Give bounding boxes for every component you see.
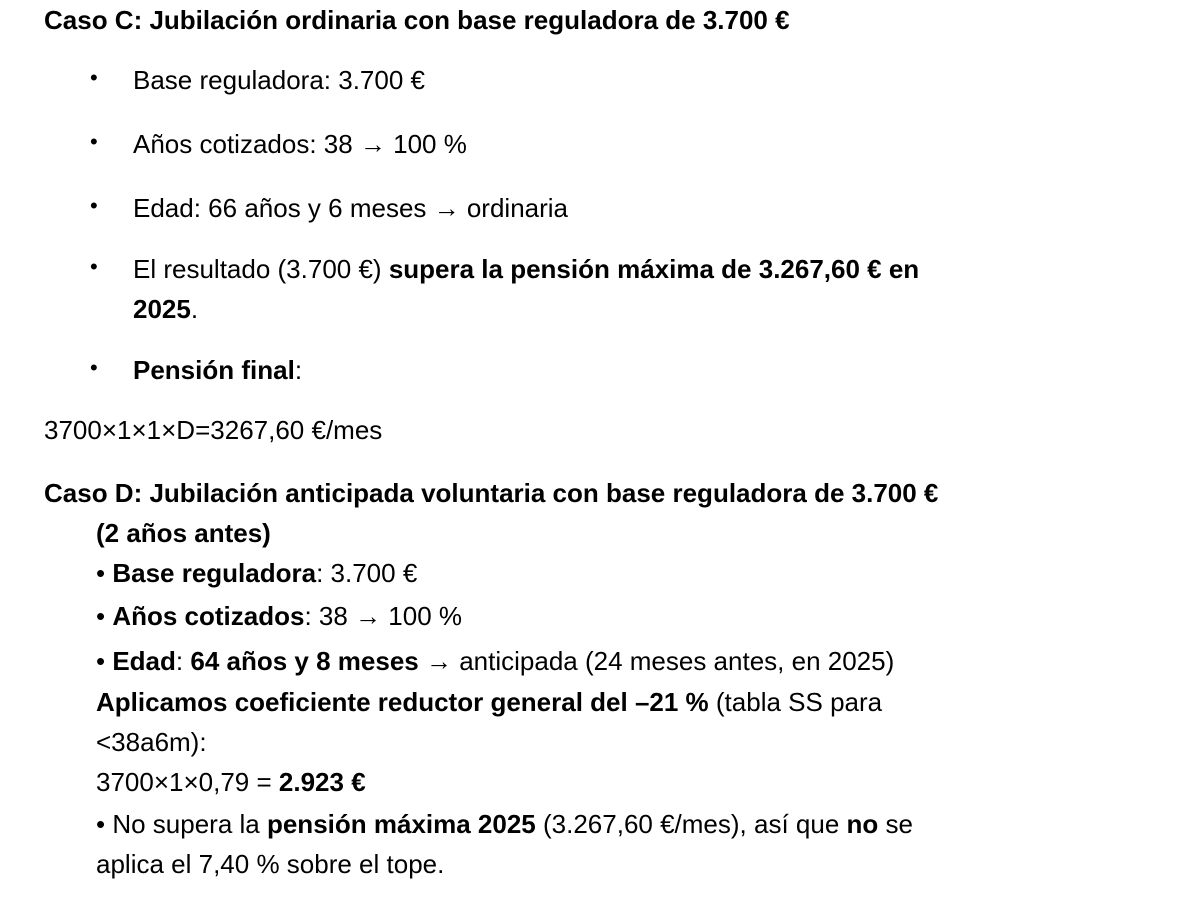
age-value: 64 años y 8 meses bbox=[190, 646, 419, 676]
caso-d-note-cont: aplica el 7,40 % sobre el tope. bbox=[96, 849, 445, 879]
note-bold: pensión máxima 2025 bbox=[266, 809, 536, 839]
caso-d-heading-cont: (2 años antes) bbox=[96, 518, 271, 548]
age-label: Edad bbox=[112, 646, 176, 676]
note-pre: • No supera la bbox=[96, 809, 267, 839]
years-label: Años cotizados bbox=[112, 601, 305, 631]
final-label: Pensión final bbox=[133, 355, 295, 385]
bullet-icon: • bbox=[90, 355, 98, 380]
coef-note: (tabla SS para bbox=[708, 687, 883, 717]
caso-c-heading: Caso C: Jubilación ordinaria con base reguladora de 3.700 € bbox=[44, 5, 790, 35]
caso-c-item-age: Edad: 66 años y 6 meses → ordinaria bbox=[133, 193, 569, 223]
result-bold: supera la pensión máxima de 3.267,60 € en bbox=[388, 254, 920, 284]
caso-d-coef-cont: <38a6m): bbox=[96, 727, 207, 757]
note-post: se bbox=[878, 809, 913, 839]
bullet-icon: • bbox=[90, 193, 98, 218]
base-label: Base reguladora bbox=[112, 558, 317, 588]
caso-c-item-result bbox=[133, 253, 919, 285]
calc-result: 2.923 € bbox=[278, 767, 366, 797]
coef-bold: Aplicamos coeficiente reductor general del –21 % bbox=[96, 687, 709, 717]
bullet-icon: • bbox=[90, 65, 98, 90]
bullet-icon: • bbox=[96, 558, 113, 588]
bullet-icon: • bbox=[90, 254, 98, 279]
age-sep: : bbox=[175, 646, 191, 676]
caso-d-note bbox=[96, 808, 913, 840]
years-value: : 38 → 100 % bbox=[304, 601, 463, 631]
calc-formula: 3700×1×0,79 = bbox=[96, 767, 279, 797]
note-mid: (3.267,60 €/mes), así que bbox=[535, 809, 847, 839]
final-colon: : bbox=[294, 355, 303, 385]
result-period: . bbox=[190, 294, 199, 324]
caso-d-heading: Caso D: Jubilación anticipada voluntaria con base reguladora de 3.700 € bbox=[44, 478, 939, 508]
caso-c-item-years: Años cotizados: 38 → 100 % bbox=[133, 129, 467, 159]
caso-c-formula: 3700×1×1×D=3267,60 €/mes bbox=[44, 415, 383, 445]
caso-c-item-result-cont bbox=[133, 293, 198, 325]
age-note: → anticipada (24 meses antes, en 2025) bbox=[418, 646, 895, 676]
result-year: 2025 bbox=[133, 294, 191, 324]
note-no: no bbox=[846, 809, 879, 839]
bullet-icon: • bbox=[96, 601, 113, 631]
caso-d-item-base bbox=[96, 557, 417, 589]
caso-d-item-age bbox=[96, 645, 894, 677]
caso-d-calc bbox=[96, 766, 366, 798]
caso-d-coef bbox=[96, 686, 882, 718]
caso-c-item-base: Base reguladora: 3.700 € bbox=[133, 65, 425, 95]
result-text: El resultado (3.700 €) bbox=[133, 254, 389, 284]
caso-c-item-final bbox=[133, 354, 302, 386]
bullet-icon: • bbox=[90, 129, 98, 154]
caso-d-item-years bbox=[96, 600, 462, 632]
base-value: : 3.700 € bbox=[316, 558, 418, 588]
bullet-icon: • bbox=[96, 646, 113, 676]
